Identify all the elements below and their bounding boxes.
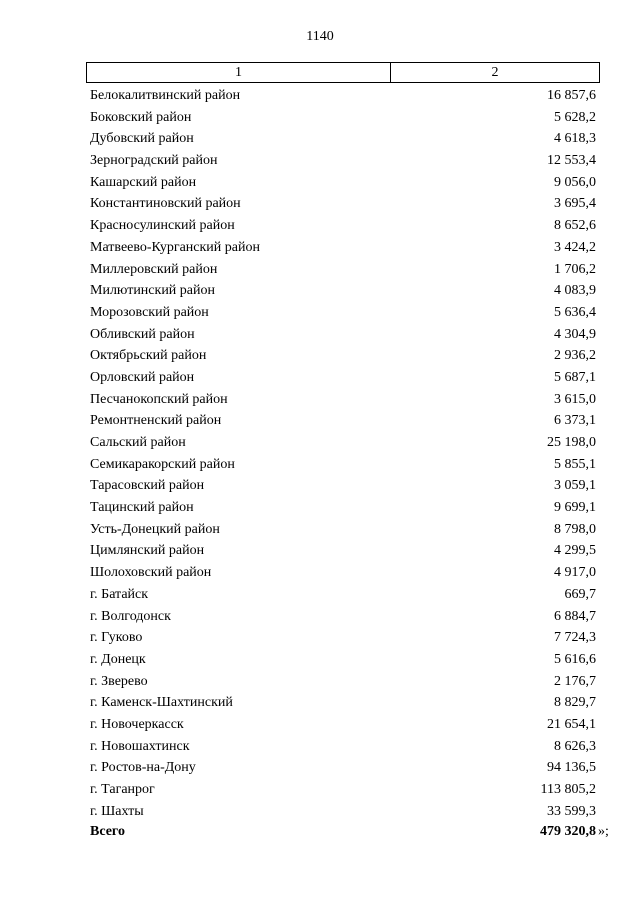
table-row [88, 736, 596, 758]
table-row [88, 692, 596, 714]
row-value: 4 299,5 [554, 543, 596, 559]
row-value: 1 706,2 [554, 261, 596, 277]
row-name: г. Гуково [90, 630, 143, 646]
table-row [88, 649, 596, 671]
row-name: г. Шахты [90, 803, 144, 819]
table-row [88, 497, 596, 519]
row-name: Белокалитвинский район [90, 88, 241, 103]
row-name: Семикаракорский район [90, 456, 235, 472]
row-name: Морозовский район [90, 304, 209, 320]
row-value: 4 917,0 [554, 565, 596, 581]
table-row [88, 410, 596, 432]
row-value: 7 724,3 [554, 630, 596, 646]
row-value: 21 654,1 [547, 716, 596, 732]
table-row [88, 606, 596, 628]
row-value: 5 855,1 [554, 456, 596, 472]
table-row [88, 107, 596, 129]
row-value: 9 699,1 [554, 500, 596, 516]
table-row [88, 389, 596, 411]
table-row [88, 128, 596, 150]
row-name: Обливский район [90, 326, 195, 342]
table-row [88, 475, 596, 497]
total-value: 479 320,8 [540, 824, 596, 839]
table-header [86, 62, 600, 83]
row-value: 5 628,2 [554, 109, 596, 125]
row-value: 94 136,5 [547, 760, 596, 776]
table-row [88, 562, 596, 584]
row-name: Матвеево-Курганский район [90, 239, 260, 255]
row-value: 25 198,0 [547, 435, 596, 450]
table-row [88, 801, 596, 823]
row-value: 669,7 [564, 586, 596, 602]
table-row [88, 627, 596, 649]
table-row [88, 454, 596, 476]
table-row [88, 324, 596, 346]
table-row [88, 193, 596, 215]
row-value: 6 884,7 [554, 608, 596, 624]
row-name: г. Каменск-Шахтинский [90, 695, 233, 711]
row-name: г. Новочеркасск [90, 716, 184, 732]
row-value: 9 056,0 [554, 174, 596, 190]
row-value: 2 176,7 [554, 673, 596, 689]
row-name: Константиновский район [90, 196, 241, 212]
table-row [88, 237, 596, 259]
row-value: 113 805,2 [540, 782, 596, 797]
row-name: Сальский район [90, 435, 186, 450]
table-row [88, 671, 596, 693]
total-label: Всего [90, 824, 125, 839]
table-row [88, 172, 596, 194]
table-row [88, 540, 596, 562]
page-number: 1140 [306, 29, 334, 44]
row-name: г. Таганрог [90, 782, 155, 797]
row-value: 33 599,3 [547, 803, 596, 819]
column-header-2: 2 [491, 64, 499, 80]
row-name: Орловский район [90, 369, 195, 385]
table-row [88, 519, 596, 541]
row-name: Тацинский район [90, 500, 194, 516]
row-name: г. Донецк [90, 651, 146, 667]
table-row [88, 367, 596, 389]
column-header-1: 1 [87, 63, 391, 82]
table-row [88, 432, 596, 454]
row-name: Милютинский район [90, 283, 216, 299]
row-name: Боковский район [90, 109, 192, 125]
row-value: 2 936,2 [554, 348, 596, 364]
row-name: г. Ростов-на-Дону [90, 760, 196, 776]
row-value: 12 553,4 [547, 153, 596, 169]
row-name: Красносулинский район [90, 218, 235, 234]
row-name: г. Зверево [90, 673, 148, 689]
row-name: Ремонтненский район [90, 413, 222, 429]
row-value: 4 083,9 [554, 283, 596, 299]
row-value: 5 687,1 [554, 369, 596, 385]
row-value: 3 695,4 [554, 196, 596, 212]
total-row [88, 821, 640, 842]
row-name: Шолоховский район [90, 565, 212, 581]
row-value: 8 626,3 [554, 738, 596, 754]
row-name: Усть-Донецкий район [90, 521, 220, 537]
row-name: Октябрьский район [90, 348, 207, 364]
row-name: Тарасовский район [90, 478, 205, 494]
table-body [88, 85, 596, 822]
row-name: Зерноградский район [90, 153, 218, 169]
table-row [88, 215, 596, 237]
table-row [88, 150, 596, 172]
row-value: 5 616,6 [554, 651, 596, 667]
table-row [88, 302, 596, 324]
table-row [88, 345, 596, 367]
total-suffix: »; [598, 824, 609, 839]
row-name: Миллеровский район [90, 261, 218, 277]
table-row [88, 757, 596, 779]
row-name: г. Новошахтинск [90, 738, 190, 754]
row-value: 3 059,1 [554, 478, 596, 494]
table-row [88, 85, 596, 107]
row-value: 8 798,0 [554, 521, 596, 537]
row-value: 3 424,2 [554, 239, 596, 255]
row-value: 3 615,0 [554, 391, 596, 407]
row-name: Дубовский район [90, 131, 194, 147]
row-value: 4 618,3 [554, 131, 596, 147]
row-value: 6 373,1 [554, 413, 596, 429]
table-row [88, 779, 596, 801]
table-row [88, 714, 596, 736]
row-value: 16 857,6 [547, 88, 596, 103]
row-name: Цимлянский район [90, 543, 205, 559]
row-name: Кашарский район [90, 174, 197, 190]
row-value: 8 652,6 [554, 218, 596, 234]
row-value: 8 829,7 [554, 695, 596, 711]
row-value: 5 636,4 [554, 304, 596, 320]
table-row [88, 584, 596, 606]
row-name: г. Волгодонск [90, 608, 171, 624]
row-value: 4 304,9 [554, 326, 596, 342]
table-row [88, 280, 596, 302]
row-name: Песчанокопский район [90, 391, 228, 407]
row-name: г. Батайск [90, 586, 149, 602]
table-row [88, 259, 596, 281]
